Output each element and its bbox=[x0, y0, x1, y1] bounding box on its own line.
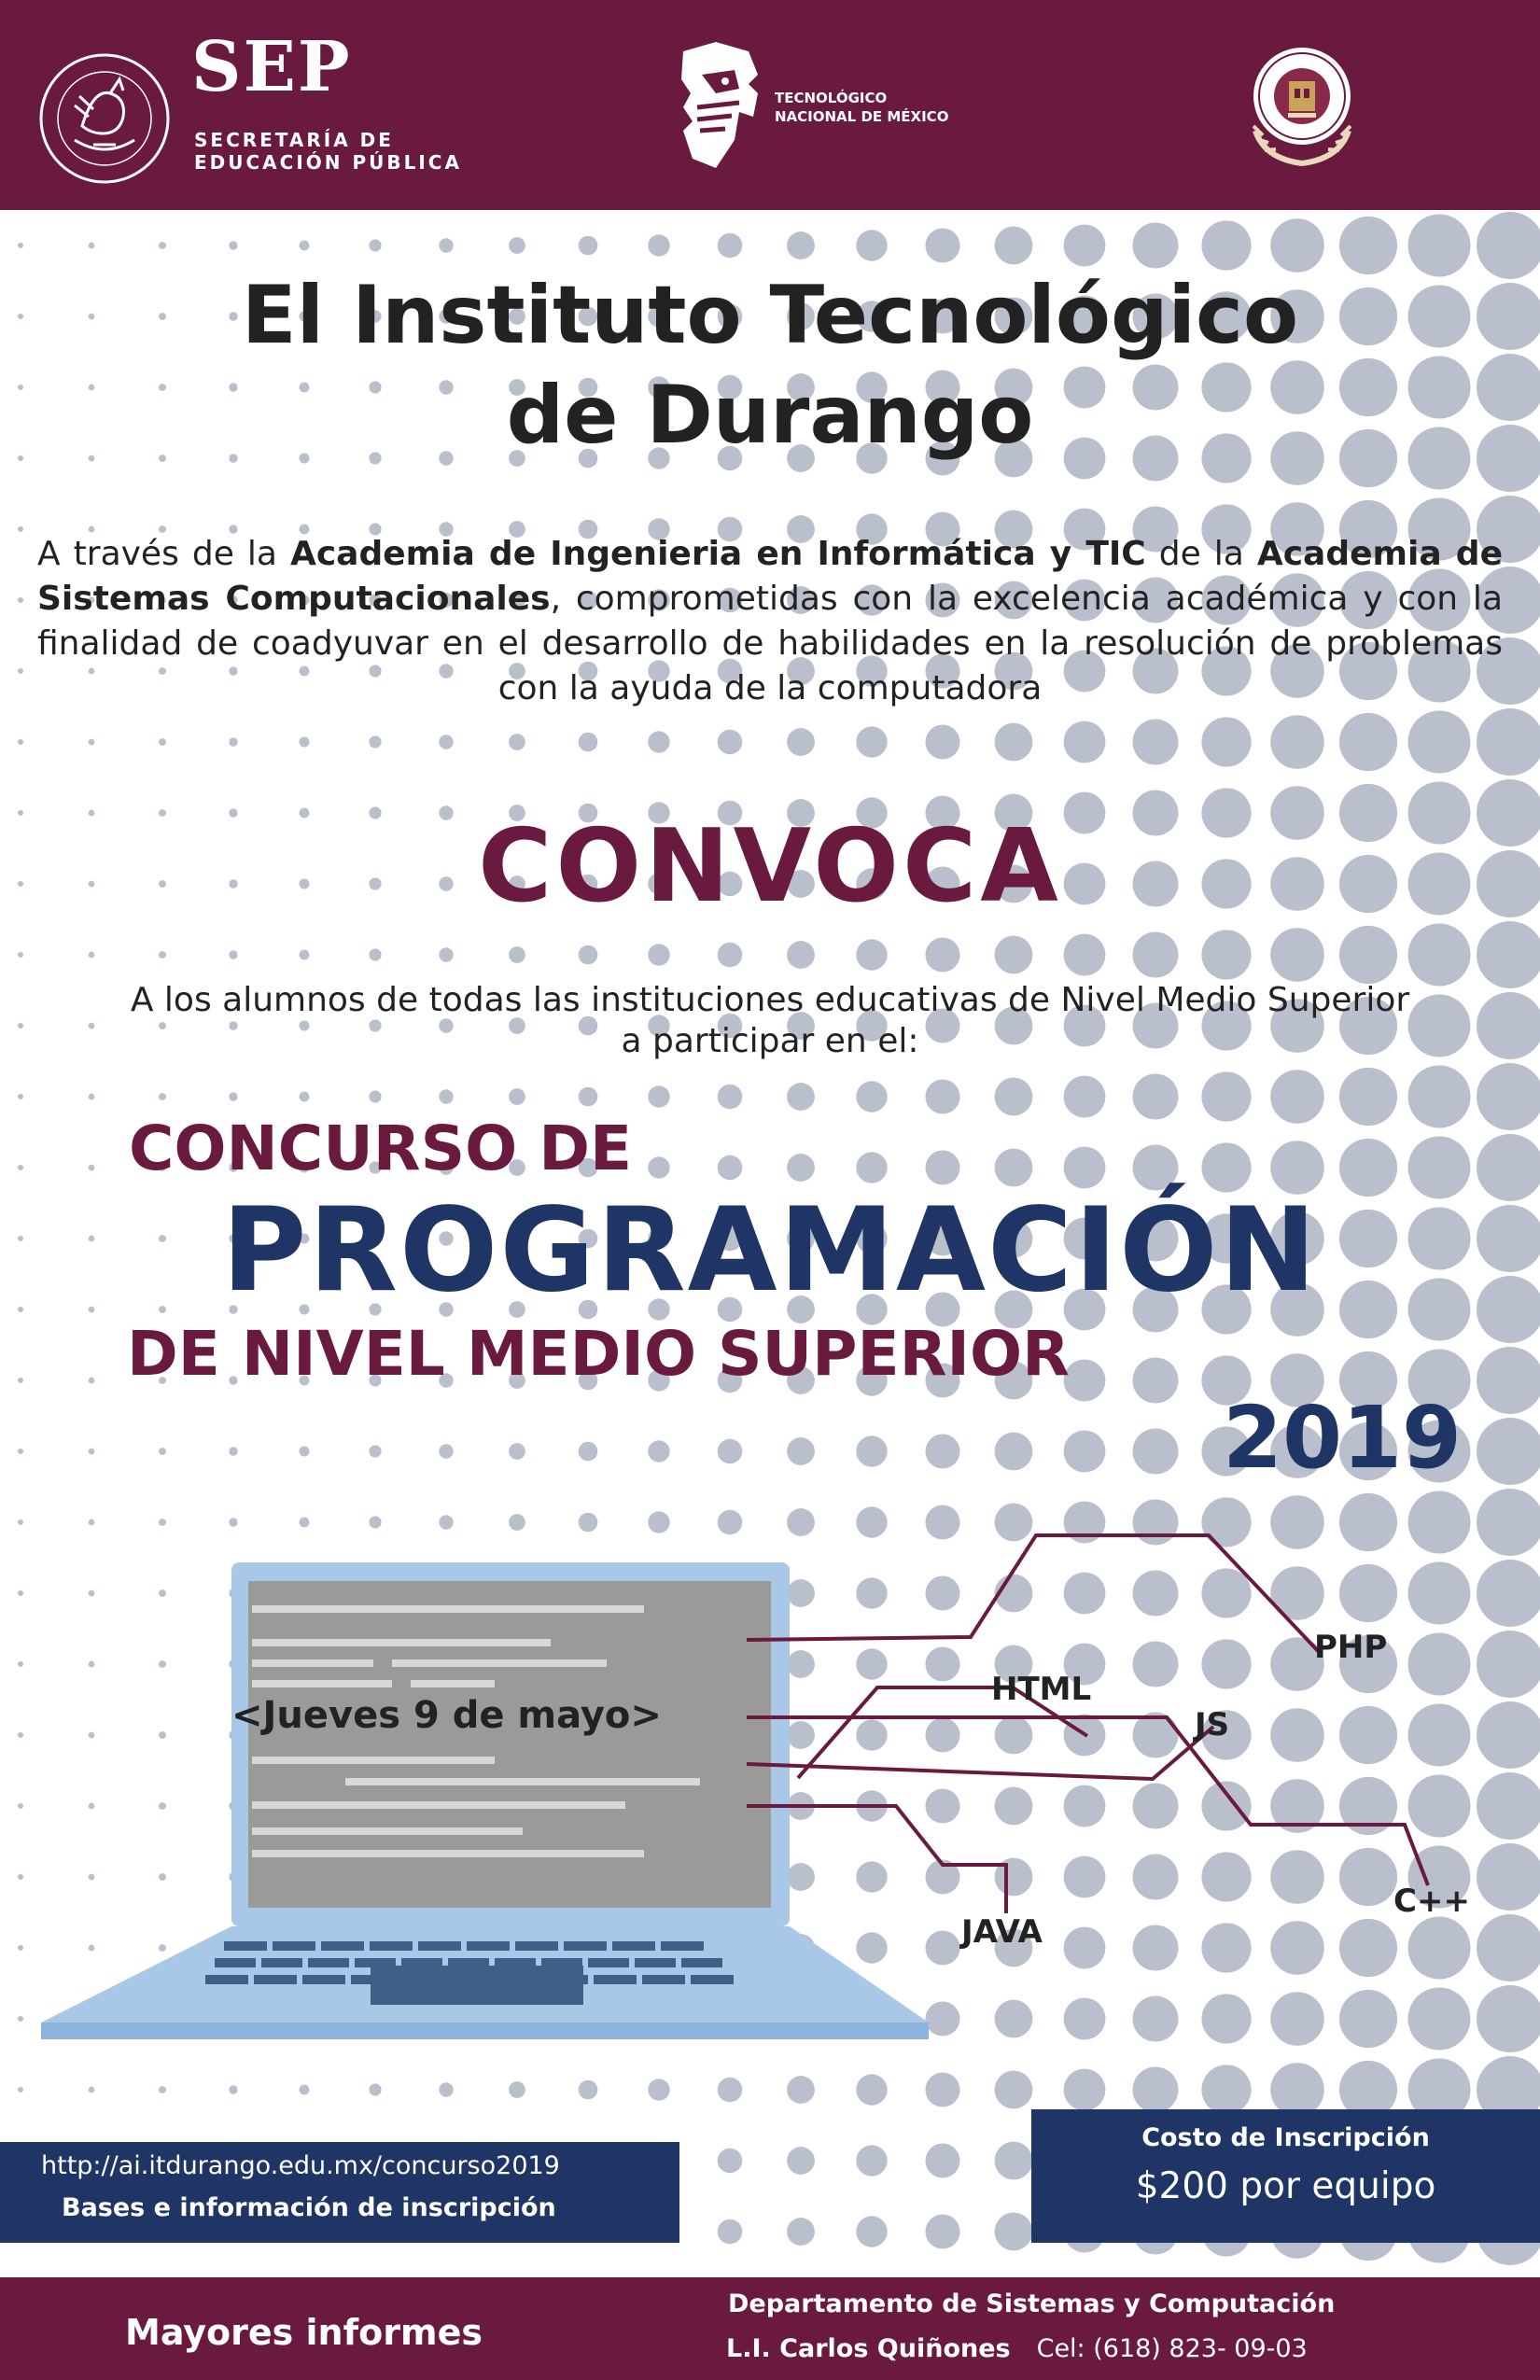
intro-paragraph bbox=[37, 532, 1503, 711]
page-title-line1: El Instituto Tecnológico bbox=[241, 269, 1299, 362]
intro-text-2: de la bbox=[1145, 535, 1257, 573]
sep-logo-text: SEP bbox=[191, 27, 352, 107]
info-box-label: Bases e información de inscripción bbox=[62, 2193, 556, 2222]
invitation-text bbox=[0, 980, 1540, 1062]
contest-title-main: PROGRAMACIÓN bbox=[221, 1183, 1319, 1318]
language-label-js: JS bbox=[1195, 1706, 1230, 1743]
sep-subtitle-line1: SECRETARÍA DE bbox=[194, 129, 394, 151]
event-date: <Jueves 9 de mayo> bbox=[231, 1694, 662, 1737]
department-name: Departamento de Sistemas y Computación bbox=[728, 2289, 1336, 2318]
tecnm-gear-logo-icon bbox=[674, 37, 767, 173]
more-info-label: Mayores informes bbox=[125, 2312, 483, 2353]
registration-cost-value: $200 por equipo bbox=[1135, 2165, 1436, 2207]
contest-title-line3: DE NIVEL MEDIO SUPERIOR bbox=[127, 1318, 1070, 1390]
language-label-cpp: C++ bbox=[1393, 1883, 1470, 1920]
registration-cost-label: Costo de Inscripción bbox=[1141, 2123, 1430, 2152]
tecnm-name-line2: NACIONAL DE MÉXICO bbox=[775, 108, 949, 125]
convoca-heading: CONVOCA bbox=[478, 808, 1062, 925]
contact-info bbox=[726, 2334, 1308, 2363]
language-label-java: JAVA bbox=[961, 1913, 1043, 1951]
language-label-php: PHP bbox=[1314, 1629, 1388, 1666]
tecnm-name-line1: TECNOLÓGICO bbox=[775, 90, 888, 106]
contest-title-line1: CONCURSO DE bbox=[129, 1113, 633, 1184]
itd-institute-seal-icon bbox=[1246, 42, 1358, 168]
language-label-html: HTML bbox=[991, 1671, 1092, 1708]
sep-subtitle-line2: EDUCACIÓN PÚBLICA bbox=[194, 151, 462, 174]
page-title-line2: de Durango bbox=[506, 369, 1034, 462]
contact-phone: Cel: (618) 823- 09-03 bbox=[1036, 2334, 1308, 2363]
invitation-line1: A los alumnos de todas las instituciones educativas de Nivel Medio Superior bbox=[130, 981, 1410, 1019]
intro-text-1: A través de la bbox=[37, 535, 290, 573]
intro-bold-academy-2: Academia de Sistemas Computacionales bbox=[37, 535, 1503, 618]
contact-name: L.I. Carlos Quiñones bbox=[726, 2334, 1011, 2363]
invitation-line2: a participar en el: bbox=[621, 1022, 919, 1060]
contest-year: 2019 bbox=[1223, 1388, 1463, 1488]
intro-bold-academy-1: Academia de Ingenieria en Informática y TIC bbox=[289, 535, 1146, 573]
contest-url-link[interactable]: http://ai.itdurango.edu.mx/concurso2019 bbox=[41, 2151, 560, 2180]
mexico-national-seal-icon bbox=[37, 51, 173, 187]
circuit-lines-graphic bbox=[728, 1521, 1540, 1941]
intro-text-3: , comprometidas con la excelencia académica y con la finalidad de coadyuvar en el desarrollo de habilidades en la resolución de problemas con la ayuda de la computadora bbox=[37, 580, 1503, 707]
